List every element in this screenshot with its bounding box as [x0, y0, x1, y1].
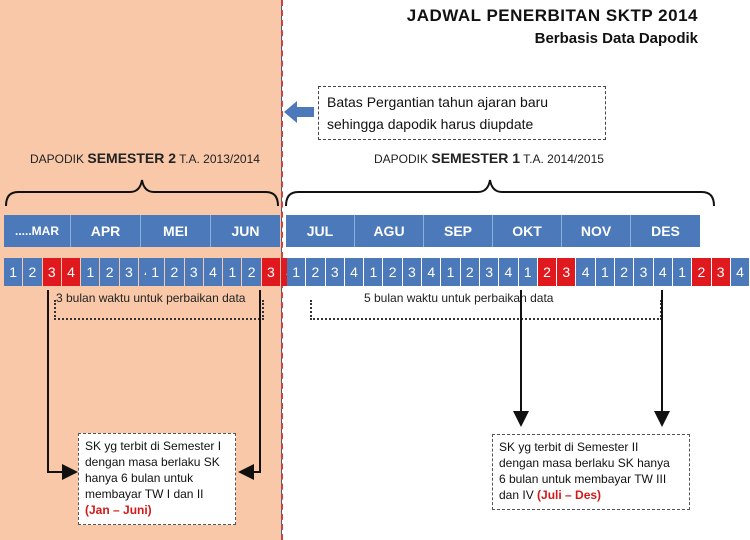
week-cell: 4	[204, 258, 222, 286]
note-right-line-3: 6 bulan untuk membayar TW III	[499, 472, 667, 486]
note-left-line-2: dengan masa berlaku SK	[85, 455, 220, 469]
month-mar: .....MAR	[4, 215, 71, 247]
semester-1-prefix: DAPODIK	[374, 152, 432, 166]
boundary-note-line-1: Batas Pergantian tahun ajaran baru	[327, 94, 549, 110]
arrow-mar-to-note	[48, 290, 76, 472]
semester-1-suffix: T.A. 2014/2015	[520, 152, 604, 166]
week-cell: 4	[62, 258, 80, 286]
week-cell: 2	[100, 258, 118, 286]
week-cell: 3	[712, 258, 730, 286]
semester-2-bold: SEMESTER 2	[87, 150, 177, 166]
note-left-line-4: membayar TW I dan II	[85, 487, 204, 501]
month-jun: JUN	[211, 215, 280, 247]
week-cell: 3	[403, 258, 421, 286]
week-cell: 1	[519, 258, 537, 286]
month-nov: NOV	[562, 215, 631, 247]
month-mei: MEI	[141, 215, 211, 247]
note-right-highlight: (Juli – Des)	[537, 488, 602, 502]
week-cell: 3	[326, 258, 344, 286]
week-cell: 1	[146, 258, 164, 286]
week-cell: 1	[287, 258, 305, 286]
month-agu: AGU	[355, 215, 424, 247]
boundary-note-line-2: sehingga dapodik harus diupdate	[327, 116, 534, 132]
note-right-line-2: dengan masa berlaku SK hanya	[499, 456, 670, 470]
month-apr: APR	[71, 215, 141, 247]
gap-label-right: 5 bulan waktu untuk perbaikan data	[364, 291, 554, 305]
week-cell: 4	[422, 258, 440, 286]
note-right-last-prefix: dan IV	[499, 488, 538, 502]
week-cell: 2	[165, 258, 183, 286]
week-cell: 2	[461, 258, 479, 286]
week-cell: 4	[345, 258, 363, 286]
note-left-line-3: hanya 6 bulan untuk	[85, 471, 194, 485]
month-jul: JUL	[286, 215, 355, 247]
week-cell: 1	[81, 258, 99, 286]
week-cell: 4	[731, 258, 749, 286]
week-cell: 1	[4, 258, 22, 286]
week-cell: 1	[364, 258, 382, 286]
week-cell: 1	[596, 258, 614, 286]
week-cell: 4	[576, 258, 594, 286]
week-cell: 2	[538, 258, 556, 286]
month-sep: SEP	[424, 215, 493, 247]
title-line-1: JADWAL PENERBITAN SKTP 2014	[406, 6, 698, 25]
week-cell: 2	[615, 258, 633, 286]
semester-2-suffix: T.A. 2013/2014	[176, 152, 260, 166]
week-cell: 2	[692, 258, 710, 286]
semester-2-prefix: DAPODIK	[30, 152, 88, 166]
week-cell: 1	[441, 258, 459, 286]
week-cell: 3	[480, 258, 498, 286]
week-cell: 2	[383, 258, 401, 286]
gap-label-left: 3 bulan waktu untuk perbaikan data	[56, 291, 246, 305]
note-right-line-4	[499, 487, 683, 503]
week-cell: 2	[242, 258, 260, 286]
note-right-line-1: SK yg terbit di Semester II	[499, 440, 639, 454]
arrow-jun-to-note	[240, 290, 260, 472]
week-cell: 2	[23, 258, 41, 286]
week-cell: 2	[306, 258, 324, 286]
week-cell: 3	[43, 258, 61, 286]
note-left-highlight: (Jan – Juni)	[85, 503, 152, 517]
note-semester-1	[78, 433, 236, 525]
week-cell: 3	[185, 258, 203, 286]
note-left-line-1: SK yg terbit di Semester I	[85, 439, 222, 453]
month-des: DES	[631, 215, 700, 247]
week-cell: 4	[499, 258, 517, 286]
week-cell: 1	[223, 258, 241, 286]
week-cell: 3	[634, 258, 652, 286]
note-semester-2	[492, 434, 690, 510]
week-cell: 4	[654, 258, 672, 286]
title-line-2: Berbasis Data Dapodik	[534, 30, 698, 47]
week-cell: 3	[120, 258, 138, 286]
week-cell: 3	[262, 258, 280, 286]
semester-1-bold: SEMESTER 1	[431, 150, 521, 166]
month-okt: OKT	[493, 215, 562, 247]
week-cell: 3	[557, 258, 575, 286]
week-cell: 1	[673, 258, 691, 286]
